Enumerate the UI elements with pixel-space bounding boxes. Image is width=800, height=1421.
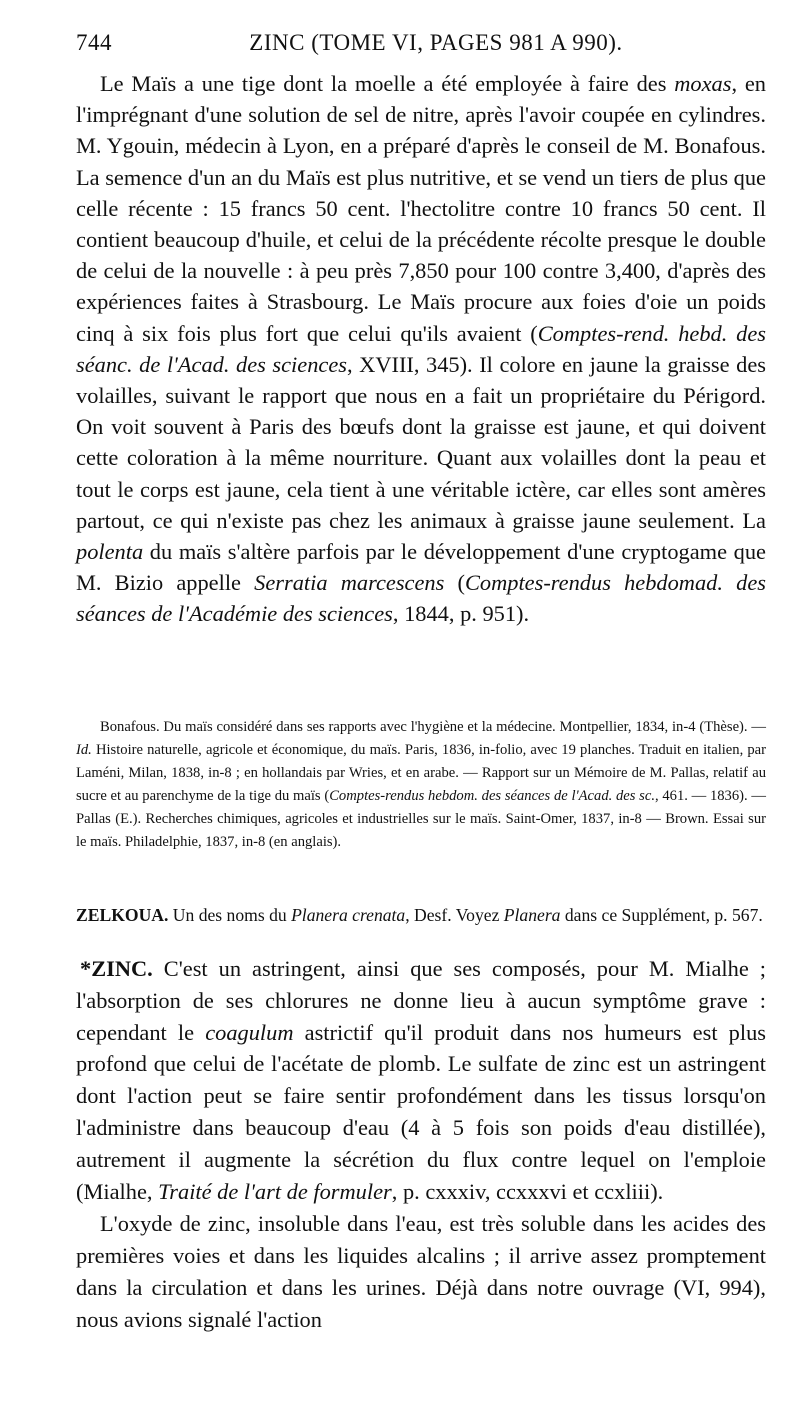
text-run: , XVIII, 345). Il colore en jaune la graisse des volailles, suivant le rapport que nous en a fait un propriétaire du Périgord. On voit souvent à Paris des bœufs dont la graisse est jaune, et qui doivent cette coloration à la même nourriture. Quant aux volailles dont la peau et tout le corps est jaune, cela tient à une véritable ictère, car elles sont amères partout, ce qui n'existe pas chez les animaux à graisse jaune seulement. La <box>76 351 766 533</box>
text-run: du maïs s'altère parfois par le développement d'une cryptogame que M. Bizio appelle <box>76 539 766 596</box>
italic-species-name: Planera crenata <box>291 905 406 925</box>
mais-entry-continued <box>76 68 766 630</box>
italic-run: Planera <box>503 905 561 925</box>
text-run: , en l'imprégnant d'une solution de sel de nitre, après l'avoir coupée en cylindres. M. Ygouin, médecin à Lyon, en a préparé d'après le conseil de M. Bonafous. La semence d'un an du Maïs est plus nutritive, et se vend un tiers de plus que celle récente : 15 francs 50 cent. l'hectolitre contre 10 francs 50 cent. Il contient beaucoup d'huile, et celui de la précédente récolte presque le double de celui de la nouvelle : à peu près 7,850 pour 100 contre 3,400, d'après des expériences faites à Strasbourg. Le Maïs procure aux foies d'oie un poids cinq à six fois plus fort que celui qu'ils avaient ( <box>76 71 766 346</box>
bibliography-block <box>76 716 766 854</box>
text-run: , p. cxxxiv, ccxxxvi et ccxliii). <box>391 1178 664 1204</box>
running-title: ZINC (TOME VI, PAGES 981 A 990). <box>249 30 623 55</box>
italic-citation: Comptes-rendus hebdom. des séances de l'Acad. des sc. <box>329 788 655 804</box>
text-run: Un des noms du <box>168 905 292 925</box>
text-run: Bonafous. Du maïs considéré dans ses rapports avec l'hygiène et la médecine. Montpellier, 1834, in-4 (Thèse). — <box>100 719 766 735</box>
text-run: , 461. — 1836). — Pallas (E.). Recherches chimiques, agricoles et industrielles sur le maïs. Saint-Omer, 1837, in-8 — Brown. Essai sur le maïs. Philadelphie, 1837, in-8 (en anglais). <box>76 788 766 850</box>
entry-headword: *ZINC. <box>80 956 153 981</box>
text-run: Histoire naturelle, agricole et économique, du maïs. Paris, 1836, in-folio, avec 19 planches. Traduit en italien, par Laméni, Milan, 1838, in-8 ; en hollandais par Wries, et en arabe. — Rapport sur un Mémoire de M. Pallas, relatif au sucre et au parenchyme de la tige du maïs ( <box>76 742 766 804</box>
zinc-oxide-paragraph: L'oxyde de zinc, insoluble dans l'eau, est très soluble dans les acides des premières voies et dans les liquides alcalins ; il arrive assez promptement dans la circulation et dans les urines. Déjà dans notre ouvrage (VI, 994), nous avions signalé l'action <box>76 1211 766 1332</box>
text-run: dans ce Supplément, p. 567. <box>560 905 763 925</box>
bibliography-paragraph <box>76 716 766 854</box>
zelkoua-entry <box>76 903 766 928</box>
zinc-paragraph <box>76 953 766 1207</box>
italic-citation: Comptes-rendus hebdomad. des séances de l'Académie des sciences <box>76 570 766 627</box>
italic-run: moxas <box>674 71 732 96</box>
text-run: Le Maïs a une tige dont la moelle a été employée à faire des <box>100 71 675 96</box>
italic-citation: Comptes-rend. hebd. des séanc. de l'Acad. des sciences <box>76 320 767 377</box>
italic-citation: Traité de l'art de formuler <box>158 1178 392 1204</box>
entry-headword: ZELKOUA. <box>76 905 169 925</box>
text-run: , Desf. Voyez <box>405 905 504 925</box>
italic-species-name: Serratia marcescens <box>254 570 445 596</box>
italic-run: coagulum <box>205 1019 294 1045</box>
italic-run: Id. <box>76 742 92 758</box>
text-run: , 1844, p. 951). <box>392 601 530 627</box>
text-run: ( <box>444 570 465 596</box>
mais-paragraph <box>76 68 766 630</box>
page-number: 744 <box>76 30 112 55</box>
text-run: C'est un astringent, ainsi que ses composés, pour M. Mialhe ; l'absorption de ses chlorures ne donne lieu à aucun symptôme grave : cependant le <box>76 956 766 1045</box>
text-run: astrictif qu'il produit dans nos humeurs est plus profond que celui de l'acétate de plomb. Le sulfate de zinc est un astringent dont l'action peut se faire sentir profondément dans les tissus lorsqu'on l'administre dans beaucoup d'eau (4 à 5 fois son poids d'eau distillée), autrement il augmente la sécrétion du flux contre lequel on l'emploie (Mialhe, <box>76 1019 767 1204</box>
zinc-entry <box>76 953 766 1336</box>
zelkoua-paragraph <box>76 903 766 928</box>
italic-run: polenta <box>76 539 144 565</box>
